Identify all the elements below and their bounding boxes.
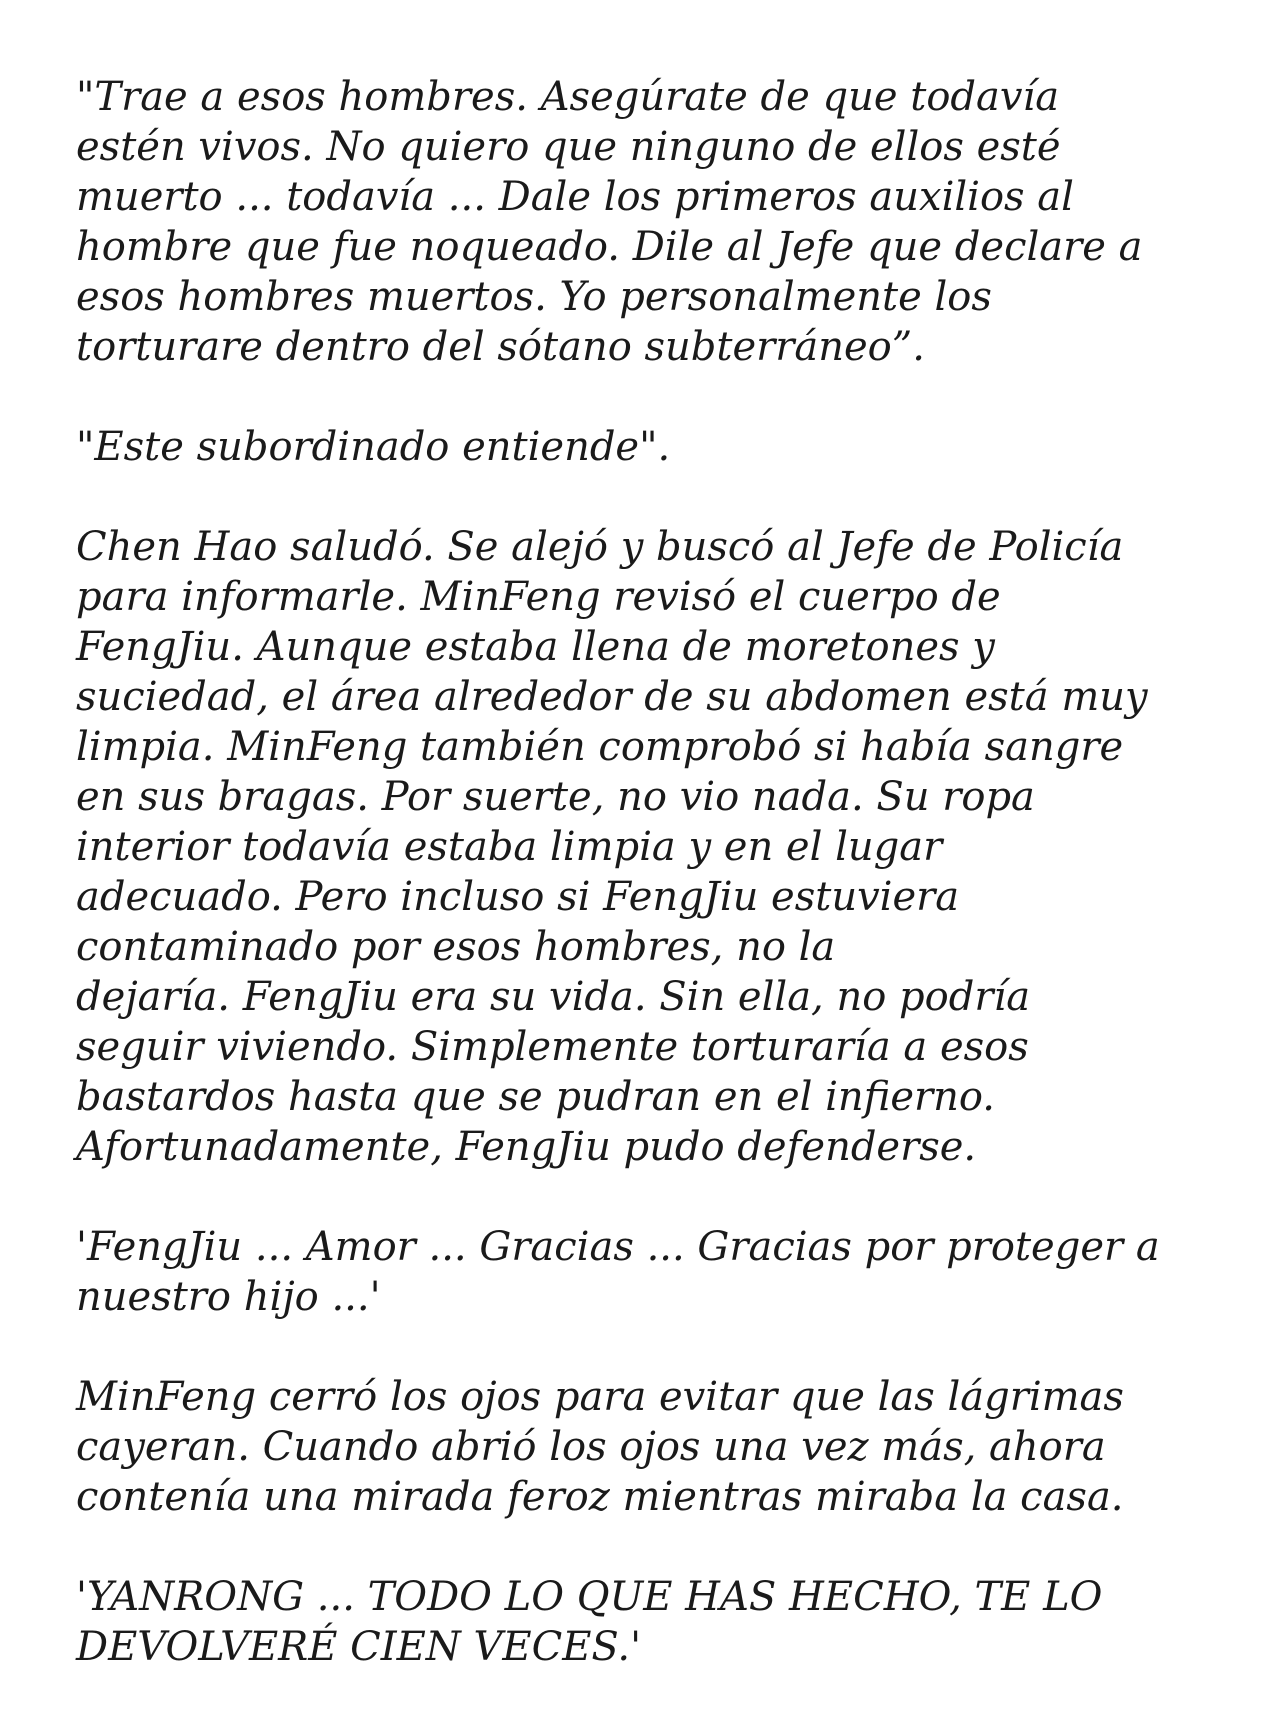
text-line: esos hombres muertos. Yo personalmente los [76, 274, 992, 320]
text-line: DEVOLVERÉ CIEN VECES.' [76, 1624, 642, 1670]
text-line: torturare dentro del sótano subterráneo”. [76, 324, 925, 370]
text-line: dejaría. FengJiu era su vida. Sin ella, no podría [76, 974, 1031, 1020]
text-line: en sus bragas. Por suerte, no vio nada. Su ropa [76, 774, 1035, 820]
paragraph-reply [76, 422, 1216, 472]
text-line: interior todavía estaba limpia y en el lugar [76, 824, 943, 870]
paragraph-thought [76, 1222, 1216, 1322]
text-line: bastardos hasta que se pudran en el infierno. [76, 1074, 996, 1120]
text-line: MinFeng cerró los ojos para evitar que las lágrimas [76, 1374, 1124, 1420]
text-line: Afortunadamente, FengJiu pudo defenderse. [76, 1124, 977, 1170]
text-line: hombre que fue noqueado. Dile al Jefe que declare a [76, 224, 1143, 270]
text-line: Chen Hao saludó. Se alejó y buscó al Jefe de Policía [76, 524, 1124, 570]
text-line: "Trae a esos hombres. Asegúrate de que todavía [76, 74, 1060, 120]
text-line: "Este subordinado entiende". [76, 424, 671, 470]
text-line: 'FengJiu ... Amor ... Gracias ... Gracias por proteger a [76, 1224, 1160, 1270]
text-line: para informarle. MinFeng revisó el cuerpo de [76, 574, 1001, 620]
text-line: seguir viviendo. Simplemente torturaría a esos [76, 1024, 1029, 1070]
text-line: 'YANRONG ... TODO LO QUE HAS HECHO, TE LO [76, 1574, 1103, 1620]
text-line: estén vivos. No quiero que ninguno de ellos esté [76, 124, 1061, 170]
text-line: muerto ... todavía ... Dale los primeros auxilios al [76, 174, 1074, 220]
text-line: adecuado. Pero incluso si FengJiu estuviera [76, 874, 960, 920]
paragraph-order [76, 72, 1216, 372]
text-line: limpia. MinFeng también comprobó si había sangre [76, 724, 1124, 770]
text-line: FengJiu. Aunque estaba llena de moretones y [76, 624, 995, 670]
text-line: nuestro hijo ...' [76, 1274, 381, 1320]
paragraph-vow [76, 1572, 1216, 1672]
text-line: contaminado por esos hombres, no la [76, 924, 836, 970]
text-line: suciedad, el área alrededor de su abdomen está muy [76, 674, 1148, 720]
paragraph-narration [76, 522, 1216, 1172]
paragraph-resolve [76, 1372, 1216, 1522]
document-page [76, 72, 1216, 1722]
text-line: cayeran. Cuando abrió los ojos una vez más, ahora [76, 1424, 1106, 1470]
text-line: contenía una mirada feroz mientras miraba la casa. [76, 1474, 1124, 1520]
